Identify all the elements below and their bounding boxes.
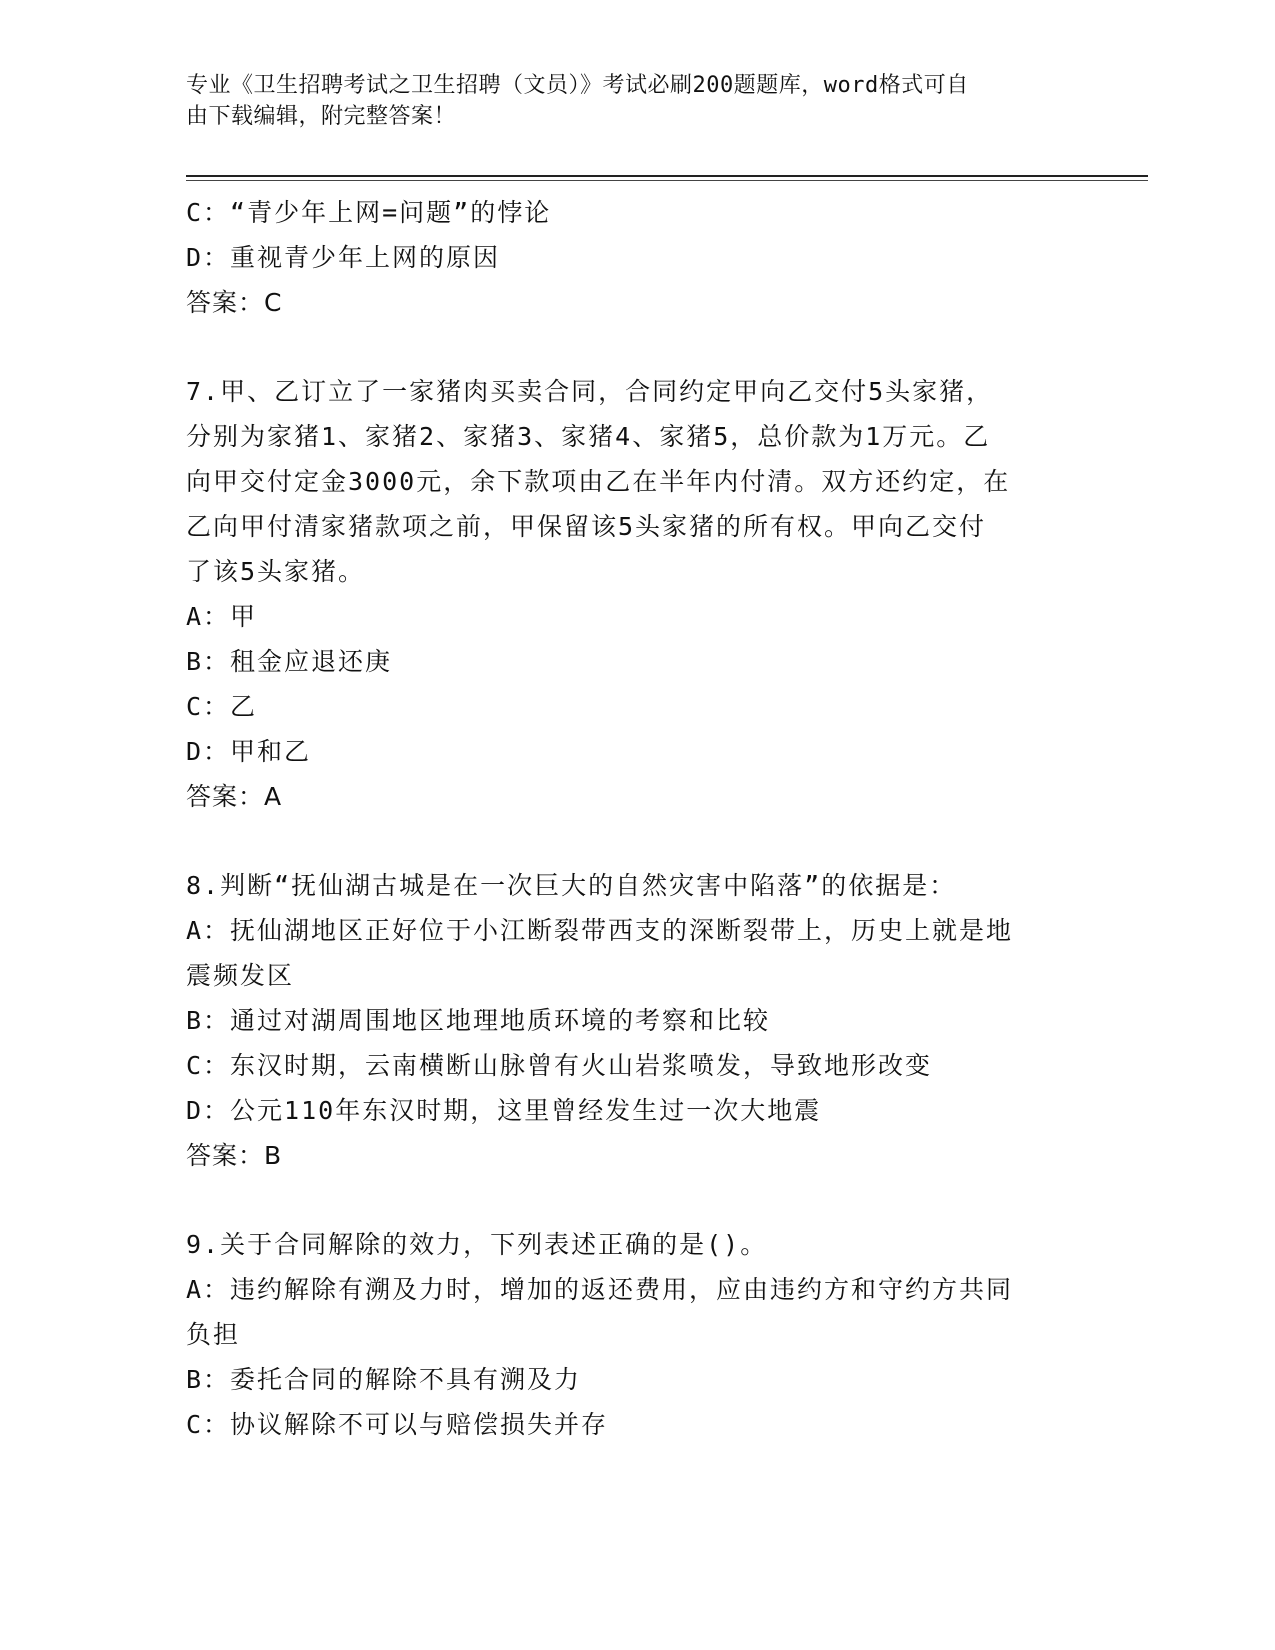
option-a: A：违约解除有溯及力时，增加的返还费用，应由违约方和守约方共同 [186, 1275, 1014, 1304]
option-a: A：抚仙湖地区正好位于小江断裂带西支的深断裂带上，历史上就是地 [186, 916, 1014, 945]
option-c: C：“青少年上网=问题”的悖论 [186, 198, 552, 227]
document-body [186, 190, 1076, 1447]
document-header [186, 70, 1066, 132]
option-a: A：甲 [186, 602, 258, 631]
option-b: B：租金应退还庚 [186, 647, 393, 676]
question-7 [186, 369, 1076, 819]
question-stem-line: 了该5头家猪。 [186, 557, 366, 586]
answer-line: 答案：C [186, 288, 283, 317]
option-d: D：公元110年东汉时期，这里曾经发生过一次大地震 [186, 1096, 822, 1125]
question-8 [186, 863, 1076, 1178]
option-d: D：甲和乙 [186, 737, 312, 766]
option-d: D：重视青少年上网的原因 [186, 243, 501, 272]
question-stem-line: 乙向甲付清家猪款项之前，甲保留该5头家猪的所有权。甲向乙交付 [186, 512, 987, 541]
question-stem: 9.关于合同解除的效力，下列表述正确的是()。 [186, 1230, 768, 1259]
question-stem-line: 分别为家猪1、家猪2、家猪3、家猪4、家猪5，总价款为1万元。乙 [186, 422, 991, 451]
option-c: C：协议解除不可以与赔偿损失并存 [186, 1410, 609, 1439]
question-stem: 8.判断“抚仙湖古城是在一次巨大的自然灾害中陷落”的依据是： [186, 871, 957, 900]
option-a-continued: 负担 [186, 1320, 241, 1349]
spacer [186, 1178, 1076, 1222]
spacer [186, 325, 1076, 369]
header-rule-thin [186, 180, 1148, 181]
question-6-continuation [186, 190, 1076, 325]
question-9 [186, 1222, 1076, 1447]
answer-line: 答案：B [186, 1141, 283, 1170]
option-c: C：乙 [186, 692, 258, 721]
spacer [186, 819, 1076, 863]
question-stem-line: 向甲交付定金3000元，余下款项由乙在半年内付清。双方还约定，在 [186, 467, 1011, 496]
option-a-continued: 震频发区 [186, 961, 295, 990]
header-rule-thick [186, 175, 1148, 177]
option-b: B：委托合同的解除不具有溯及力 [186, 1365, 582, 1394]
option-b: B：通过对湖周围地区地理地质环境的考察和比较 [186, 1006, 771, 1035]
question-stem-line: 7.甲、乙订立了一家猪肉买卖合同，合同约定甲向乙交付5头家猪， [186, 377, 994, 406]
header-line-1: 专业《卫生招聘考试之卫生招聘（文员）》考试必刷200题题库，word格式可自 [186, 73, 969, 98]
option-c: C：东汉时期，云南横断山脉曾有火山岩浆喷发，导致地形改变 [186, 1051, 933, 1080]
header-line-2: 由下载编辑，附完整答案！ [186, 104, 457, 129]
answer-line: 答案：A [186, 782, 283, 811]
